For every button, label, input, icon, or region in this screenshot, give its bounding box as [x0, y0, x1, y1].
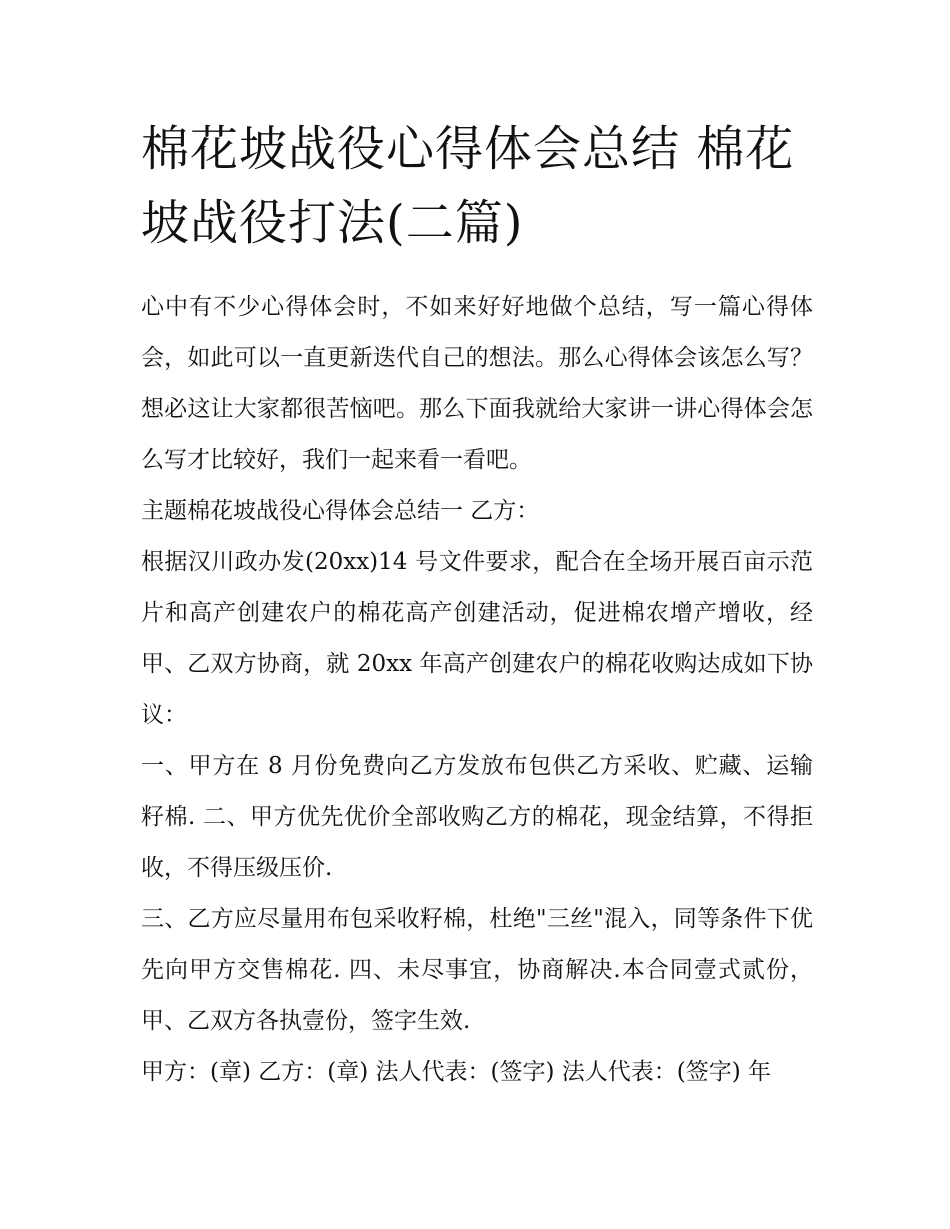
paragraph-topic-heading: 主题棉花坡战役心得体会总结一 乙方：: [141, 498, 540, 524]
document-title: 棉花坡战役心得体会总结 棉花坡战役打法(二篇): [141, 121, 795, 251]
paragraph-intro: 心中有不少心得体会时，不如来好好地做个总结，写一篇心得体会，如此可以一直更新迭代自己的想法。那么心得体会该怎么写？想必这让大家都很苦恼吧。那么下面我就给大家讲一讲心得体会怎么写才比较好，我们一起来看一看吧。: [141, 294, 813, 473]
paragraph-agreement-basis: 根据汉川政办发(20xx)14 号文件要求，配合在全场开展百亩示范片和高产创建农户的棉花高产创建活动，促进棉农增产增收，经甲、乙双方协商，就 20xx 年高产创建农户的棉花收购达成如下协议：: [141, 549, 813, 728]
paragraph-clauses-three-four: 三、乙方应尽量用布包采收籽棉，杜绝"三丝"混入，同等条件下优先向甲方交售棉花. 四、未尽事宜，协商解决.本合同壹式贰份，甲、乙双方各执壹份，签字生效.: [141, 906, 813, 1034]
document-page: [141, 112, 813, 1098]
paragraph-clauses-one-two: 一、甲方在 8 月份免费向乙方发放布包供乙方采收、贮藏、运输籽棉. 二、甲方优先优价全部收购乙方的棉花，现金结算，不得拒收，不得压级压价.: [141, 753, 813, 881]
paragraph-signatures: 甲方：(章) 乙方：(章) 法人代表：(签字) 法人代表：(签字) 年: [141, 1059, 772, 1085]
